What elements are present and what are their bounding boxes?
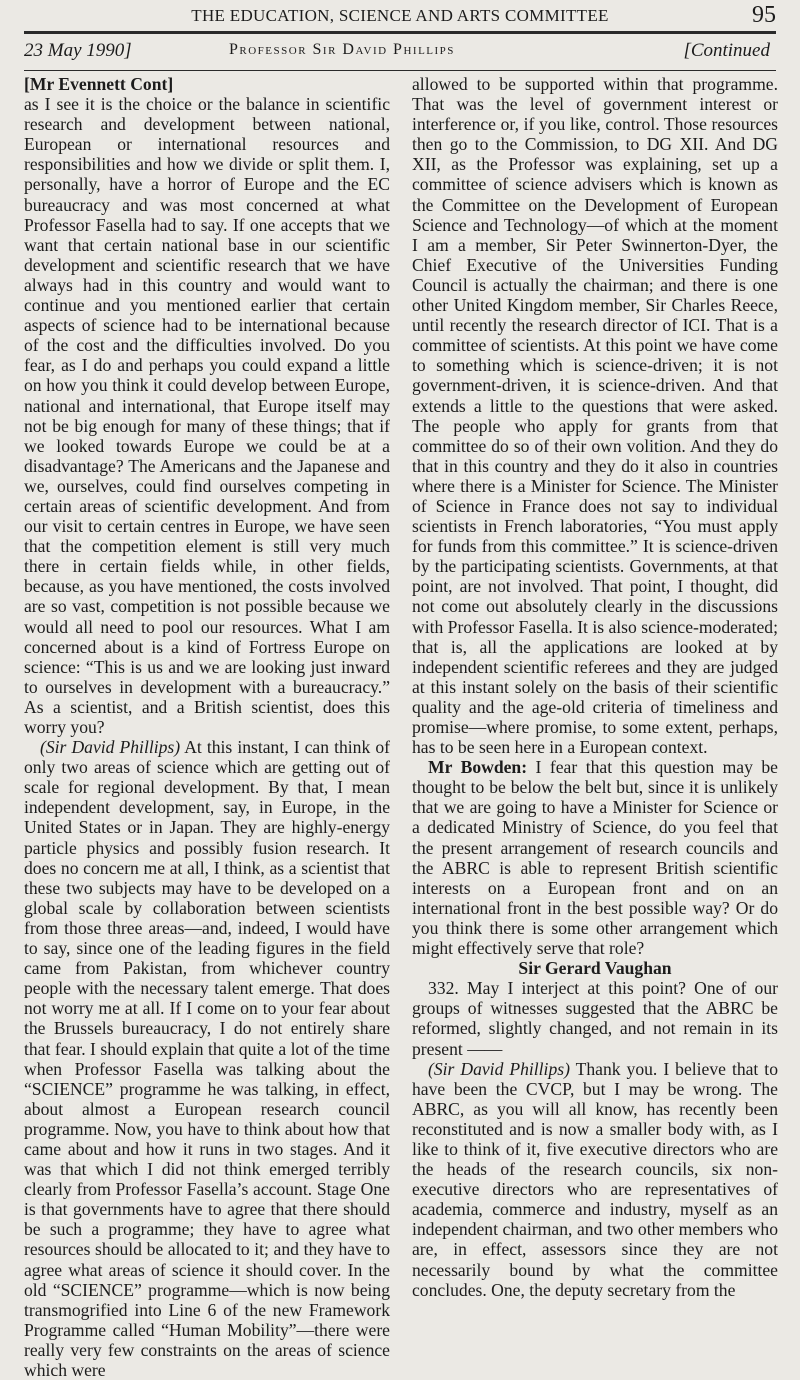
running-head <box>24 2 776 30</box>
paragraph <box>412 978 778 1058</box>
right-column <box>412 74 778 1300</box>
speaker-continuation: [Mr Evennett Cont] <box>24 74 174 94</box>
witness-name: Professor Sir David Phillips <box>229 41 455 58</box>
paragraph <box>412 1059 778 1300</box>
paragraph-text: Thank you. I believe that to have been the CVCP, but I may be wrong. The ABRC, as you will all know, has recently been reconstituted and is now a smaller body with, as I like to think of it, five executive directors who are the heads of the research councils, six non-executive directors who are representatives of academia, commerce and industry, myself as an independent chairman, and two other members who are, in effect, assessors since they are not necessarily bound by what the committee concludes. One, the deputy secretary from the <box>412 1058 778 1300</box>
speaker-label: Mr Bowden: <box>428 757 528 778</box>
section-heading: Sir Gerard Vaughan <box>518 958 672 979</box>
left-column <box>24 74 390 1380</box>
paragraph <box>412 757 778 958</box>
sub-header <box>24 40 776 70</box>
paragraph-text: allowed to be supported within that programme. That was the level of government interest or interference or, if you like, control. Those resources then go to the Commission, to DG XII. And DG XII, as the Professor was explaining, set up a committee of science advisers which is known as the Committee on the Development of European Science and Technology—of which at the moment I am a member, Sir Peter Swinnerton-Dyer, the Chief Executive of the Universities Funding Council is actually the chairman; and there is one other United Kingdom member, Sir Charles Reece, until recently the research director of ICI. That is a committee of scientists. At this point we have come to something which is science-driven; it is not government-driven, it is science-driven. And that extends a little to the questions that were asked. The people who apply for grants from that committee do so of their own volition. And they do that in this country and they do it also in countries where there is a Minister for Science. The Minister of Science in France does not say to individual scientists in French laboratories, “You must apply for funds from this committee.” It is science-driven by the participating scientists. Governments, at that point, are not involved. That point, I thought, did not come out absolutely clearly in the discussions with Professor Fasella. It is also science-moderated; that is, all the applications are looked at by independent scientific referees and they are judged at this instant solely on the basis of their scientific quality and the age-old criteria of timeliness and promise—where promise, to some extent, perhaps, has to be seen here in a European context. <box>412 74 778 758</box>
paragraph-text: At this instant, I can think of only two areas of science which are getting out of scale for regional development. By that, I mean independent development, say, in Europe, in the United States or in Japan. They are highly-energy particle physics and possibly fusion research. It does no concern me at all, I think, as a scientist that these two subjects may have to be developed on a global scale by collaboration between scientists from those three areas—and, indeed, I would have to say, since one of the leading figures in the field came from Pakistan, from whichever country people with the necessary talent emerge. That does not worry me at all. If I come on to your fear about the Brussels bureaucracy, I do not entirely share that fear. I should explain that quite a lot of the time when Professor Fasella was talking about the “SCIENCE” programme he was talking, in effect, about almost a European research council programme. Now, you have to think about how that came about and how it runs in two stages. And it was that which I did not think emerged terribly clearly from Professor Fasella’s account. Stage One is that governments have to agree that there should be such a programme; they have to agree what resources should be allocated to it; and they have to agree what areas of science it should cover. In the old “SCIENCE” programme—which is now being transmogrified into Line 6 of the new Framework Programme called “Human Mobility”—there were really very few constraints on the areas of science which were <box>24 737 390 1380</box>
speaker-label: (Sir David Phillips) <box>40 737 181 758</box>
paragraph-text: 332. May I interject at this point? One of our groups of witnesses suggested that the ABRC be reformed, slightly changed, and not remain in its present —— <box>412 978 778 1059</box>
paragraph <box>24 737 390 1380</box>
paragraph <box>24 94 390 737</box>
header-rule-thin <box>24 70 776 71</box>
paragraph <box>412 74 778 757</box>
speaker-label: (Sir David Phillips) <box>428 1058 570 1079</box>
paragraph-text: I fear that this question may be thought to be below the belt but, since it is unlikely that we are going to have a Minister for Science or a dedicated Ministry of Science, do you feel that the present arrangement of research councils and the ABRC is able to represent British scientific interests on a European front and on an international front in the best possible way? Or do you think there is some other arrangement which might effectively serve that role? <box>412 757 778 959</box>
page-number: 95 <box>752 2 776 28</box>
session-date: 23 May 1990] <box>24 40 132 61</box>
continued-label: [Continued <box>683 40 770 61</box>
header-rule-thick <box>24 31 776 34</box>
paragraph-text: as I see it is the choice or the balance in scientific research and development between national, European or international resources and responsibilities and how we divide or split them. I, personally, have a horror of Europe and the EC bureaucracy and was most concerned at what Professor Fasella had to say. If one accepts that we want that certain national base in our scientific development and scientific research that we have always had in this country and would want to continue and you mentioned earlier that certain aspects of science had to be international because of the cost and the difficulties involved. Do you fear, as I do and perhaps you could expand a little on how you think it could develop between Europe, national and international, that Europe itself may not be big enough for many of these things; that if we looked towards Europe we could be at a disadvantage? The Americans and the Japanese and we, ourselves, could find ourselves competing in certain areas of scientific development. And from our visit to certain centres in Europe, we have seen that the competition element is still very much there in certain fields while, in other fields, because, as you have mentioned, the costs involved are so vast, competition is not possible because we would all need to pool our resources. What I am concerned about is a kind of Fortress Europe on science: “This is us and we are looking just inward to ourselves in development with a bureaucracy.” As a scientist, and a British scientist, does this worry you? <box>24 94 390 737</box>
running-title: THE EDUCATION, SCIENCE AND ARTS COMMITTEE <box>191 6 609 25</box>
